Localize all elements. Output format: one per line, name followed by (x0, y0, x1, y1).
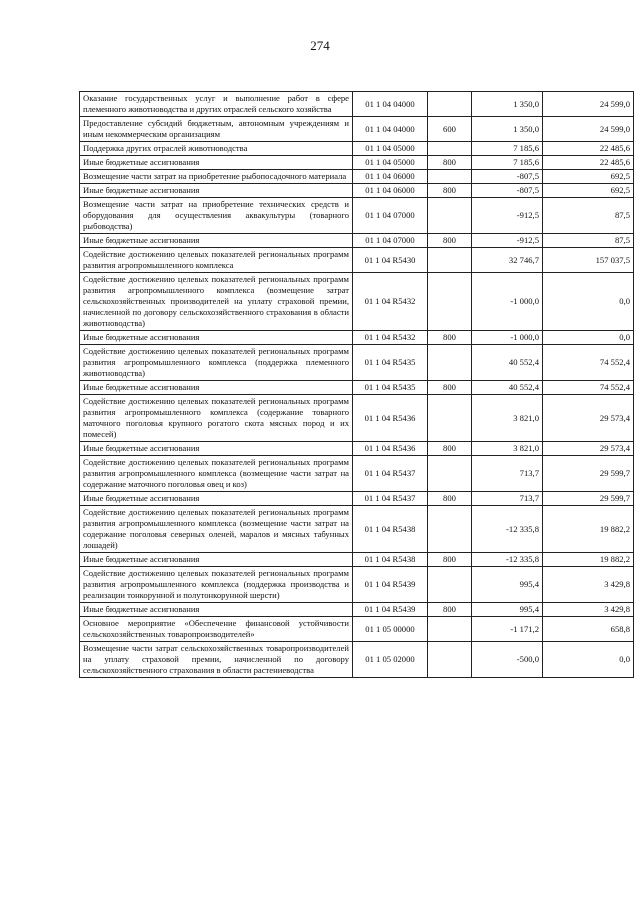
table-row (80, 395, 634, 442)
row-amount-total-cell: 0,0 (543, 642, 634, 678)
row-code-cell: 01 1 04 05000 (353, 142, 428, 156)
row-amount-change-cell: -1 000,0 (472, 331, 543, 345)
row-expense-type-cell: 800 (428, 331, 472, 345)
table-row (80, 117, 634, 142)
row-expense-type-cell (428, 92, 472, 117)
row-code-cell: 01 1 04 R5438 (353, 506, 428, 553)
row-expense-type-cell (428, 198, 472, 234)
row-amount-total-cell: 29 599,7 (543, 492, 634, 506)
table-row (80, 92, 634, 117)
row-amount-total-cell: 24 599,0 (543, 117, 634, 142)
row-expense-type-cell: 800 (428, 553, 472, 567)
row-expense-type-cell: 800 (428, 156, 472, 170)
row-amount-change-cell: 713,7 (472, 456, 543, 492)
row-expense-type-cell: 800 (428, 492, 472, 506)
row-expense-type-cell (428, 142, 472, 156)
row-amount-change-cell: -500,0 (472, 642, 543, 678)
row-code-cell: 01 1 05 00000 (353, 617, 428, 642)
row-code-cell: 01 1 04 07000 (353, 234, 428, 248)
row-name-cell: Возмещение части затрат сельскохозяйственных товаропроизводителей на уплату страховой премии, начисленной по договору сельскохозяйственного страхования в области растениеводства (80, 642, 353, 678)
row-amount-change-cell: 32 746,7 (472, 248, 543, 273)
row-code-cell: 01 1 04 04000 (353, 92, 428, 117)
row-name-cell: Иные бюджетные ассигнования (80, 234, 353, 248)
row-amount-total-cell: 87,5 (543, 198, 634, 234)
row-expense-type-cell (428, 506, 472, 553)
row-code-cell: 01 1 04 R5438 (353, 553, 428, 567)
row-amount-change-cell: 3 821,0 (472, 395, 543, 442)
row-expense-type-cell: 800 (428, 381, 472, 395)
budget-table (79, 91, 634, 678)
row-amount-total-cell: 692,5 (543, 184, 634, 198)
row-amount-total-cell: 658,8 (543, 617, 634, 642)
row-amount-total-cell: 0,0 (543, 273, 634, 331)
table-row (80, 234, 634, 248)
row-code-cell: 01 1 04 R5432 (353, 331, 428, 345)
table-row (80, 553, 634, 567)
row-amount-change-cell: 7 185,6 (472, 156, 543, 170)
row-name-cell: Поддержка других отраслей животноводства (80, 142, 353, 156)
row-name-cell: Иные бюджетные ассигнования (80, 492, 353, 506)
budget-table-body (80, 92, 634, 678)
row-name-cell: Предоставление субсидий бюджетным, автономным учреждениям и иным некоммерческим организациям (80, 117, 353, 142)
row-expense-type-cell: 800 (428, 442, 472, 456)
row-amount-change-cell: -12 335,8 (472, 506, 543, 553)
row-code-cell: 01 1 04 R5435 (353, 345, 428, 381)
row-expense-type-cell: 800 (428, 603, 472, 617)
row-code-cell: 01 1 04 R5437 (353, 492, 428, 506)
row-expense-type-cell (428, 248, 472, 273)
table-row (80, 156, 634, 170)
row-expense-type-cell (428, 395, 472, 442)
row-amount-change-cell: -912,5 (472, 234, 543, 248)
table-row (80, 456, 634, 492)
table-row (80, 506, 634, 553)
table-row (80, 442, 634, 456)
row-amount-total-cell: 74 552,4 (543, 381, 634, 395)
row-amount-total-cell: 22 485,6 (543, 142, 634, 156)
row-name-cell: Иные бюджетные ассигнования (80, 603, 353, 617)
row-code-cell: 01 1 04 R5436 (353, 442, 428, 456)
row-code-cell: 01 1 04 R5439 (353, 567, 428, 603)
row-name-cell: Содействие достижению целевых показателей региональных программ развития агропромышленного комплекса (поддержка племенного животноводства) (80, 345, 353, 381)
row-name-cell: Иные бюджетные ассигнования (80, 381, 353, 395)
row-expense-type-cell: 600 (428, 117, 472, 142)
row-expense-type-cell (428, 170, 472, 184)
row-amount-total-cell: 29 599,7 (543, 456, 634, 492)
row-code-cell: 01 1 04 R5435 (353, 381, 428, 395)
row-amount-change-cell: 7 185,6 (472, 142, 543, 156)
row-amount-total-cell: 3 429,8 (543, 603, 634, 617)
table-row (80, 273, 634, 331)
row-name-cell: Возмещение части затрат на приобретение рыбопосадочного материала (80, 170, 353, 184)
row-amount-change-cell: 1 350,0 (472, 117, 543, 142)
row-code-cell: 01 1 04 04000 (353, 117, 428, 142)
table-row (80, 198, 634, 234)
table-row (80, 603, 634, 617)
row-amount-total-cell: 19 882,2 (543, 553, 634, 567)
row-code-cell: 01 1 04 R5436 (353, 395, 428, 442)
row-amount-change-cell: -912,5 (472, 198, 543, 234)
row-amount-total-cell: 0,0 (543, 331, 634, 345)
row-amount-change-cell: -807,5 (472, 184, 543, 198)
row-expense-type-cell (428, 642, 472, 678)
row-amount-total-cell: 692,5 (543, 170, 634, 184)
row-code-cell: 01 1 04 06000 (353, 170, 428, 184)
row-name-cell: Содействие достижению целевых показателей региональных программ развития агропромышленного комплекса (возмещение части затрат на содержание маточного поголовья овец и коз) (80, 456, 353, 492)
row-amount-change-cell: 40 552,4 (472, 381, 543, 395)
row-name-cell: Содействие достижению целевых показателей региональных программ развития агропромышленного комплекса (возмещение затрат сельскохозяйственных производителей на уплату страховой премии, начисленной по договору сельскохозяйственного страхования в области животноводства) (80, 273, 353, 331)
row-expense-type-cell (428, 273, 472, 331)
row-name-cell: Иные бюджетные ассигнования (80, 442, 353, 456)
row-expense-type-cell: 800 (428, 234, 472, 248)
table-row (80, 492, 634, 506)
row-name-cell: Основное мероприятие «Обеспечение финансовой устойчивости сельскохозяйственных товаропроизводителей» (80, 617, 353, 642)
table-row (80, 331, 634, 345)
row-name-cell: Иные бюджетные ассигнования (80, 156, 353, 170)
row-amount-total-cell: 157 037,5 (543, 248, 634, 273)
row-code-cell: 01 1 04 06000 (353, 184, 428, 198)
row-amount-change-cell: -807,5 (472, 170, 543, 184)
row-name-cell: Содействие достижению целевых показателей региональных программ развития агропромышленного комплекса (содержание товарного маточного поголовья крупного рогатого скота мясных пород и их помесей) (80, 395, 353, 442)
table-row (80, 345, 634, 381)
row-amount-total-cell: 19 882,2 (543, 506, 634, 553)
row-expense-type-cell (428, 345, 472, 381)
row-name-cell: Возмещение части затрат на приобретение технических средств и оборудования для осуществления аквакультуры (товарного рыбоводства) (80, 198, 353, 234)
row-amount-change-cell: 3 821,0 (472, 442, 543, 456)
table-row (80, 184, 634, 198)
row-amount-change-cell: 713,7 (472, 492, 543, 506)
row-amount-total-cell: 29 573,4 (543, 395, 634, 442)
table-row (80, 567, 634, 603)
row-expense-type-cell: 800 (428, 184, 472, 198)
table-row (80, 381, 634, 395)
row-amount-change-cell: 1 350,0 (472, 92, 543, 117)
row-name-cell: Иные бюджетные ассигнования (80, 184, 353, 198)
row-amount-change-cell: 995,4 (472, 567, 543, 603)
row-amount-change-cell: -12 335,8 (472, 553, 543, 567)
table-row (80, 142, 634, 156)
row-amount-change-cell: 40 552,4 (472, 345, 543, 381)
row-amount-total-cell: 74 552,4 (543, 345, 634, 381)
row-code-cell: 01 1 04 R5439 (353, 603, 428, 617)
row-name-cell: Иные бюджетные ассигнования (80, 331, 353, 345)
table-row (80, 170, 634, 184)
row-amount-change-cell: -1 000,0 (472, 273, 543, 331)
row-expense-type-cell (428, 567, 472, 603)
row-code-cell: 01 1 04 07000 (353, 198, 428, 234)
row-name-cell: Содействие достижению целевых показателей региональных программ развития агропромышленного комплекса (возмещение части затрат на содержание поголовья северных оленей, маралов и мясных табунных лошадей) (80, 506, 353, 553)
row-amount-total-cell: 22 485,6 (543, 156, 634, 170)
row-amount-total-cell: 3 429,8 (543, 567, 634, 603)
row-name-cell: Иные бюджетные ассигнования (80, 553, 353, 567)
row-amount-total-cell: 87,5 (543, 234, 634, 248)
row-amount-total-cell: 29 573,4 (543, 442, 634, 456)
row-name-cell: Оказание государственных услуг и выполнение работ в сфере племенного животноводства и других отраслей сельского хозяйства (80, 92, 353, 117)
row-code-cell: 01 1 04 05000 (353, 156, 428, 170)
row-code-cell: 01 1 04 R5432 (353, 273, 428, 331)
table-row (80, 642, 634, 678)
row-name-cell: Содействие достижению целевых показателей региональных программ развития агропромышленного комплекса (поддержка производства и реализации тонкорунной и полутонкорунной шерсти) (80, 567, 353, 603)
row-code-cell: 01 1 04 R5437 (353, 456, 428, 492)
row-amount-change-cell: -1 171,2 (472, 617, 543, 642)
row-amount-total-cell: 24 599,0 (543, 92, 634, 117)
row-code-cell: 01 1 04 R5430 (353, 248, 428, 273)
page-number: 274 (310, 38, 330, 53)
row-name-cell: Содействие достижению целевых показателей региональных программ развития агропромышленного комплекса (80, 248, 353, 273)
table-row (80, 617, 634, 642)
row-expense-type-cell (428, 617, 472, 642)
table-row (80, 248, 634, 273)
row-expense-type-cell (428, 456, 472, 492)
row-amount-change-cell: 995,4 (472, 603, 543, 617)
row-code-cell: 01 1 05 02000 (353, 642, 428, 678)
